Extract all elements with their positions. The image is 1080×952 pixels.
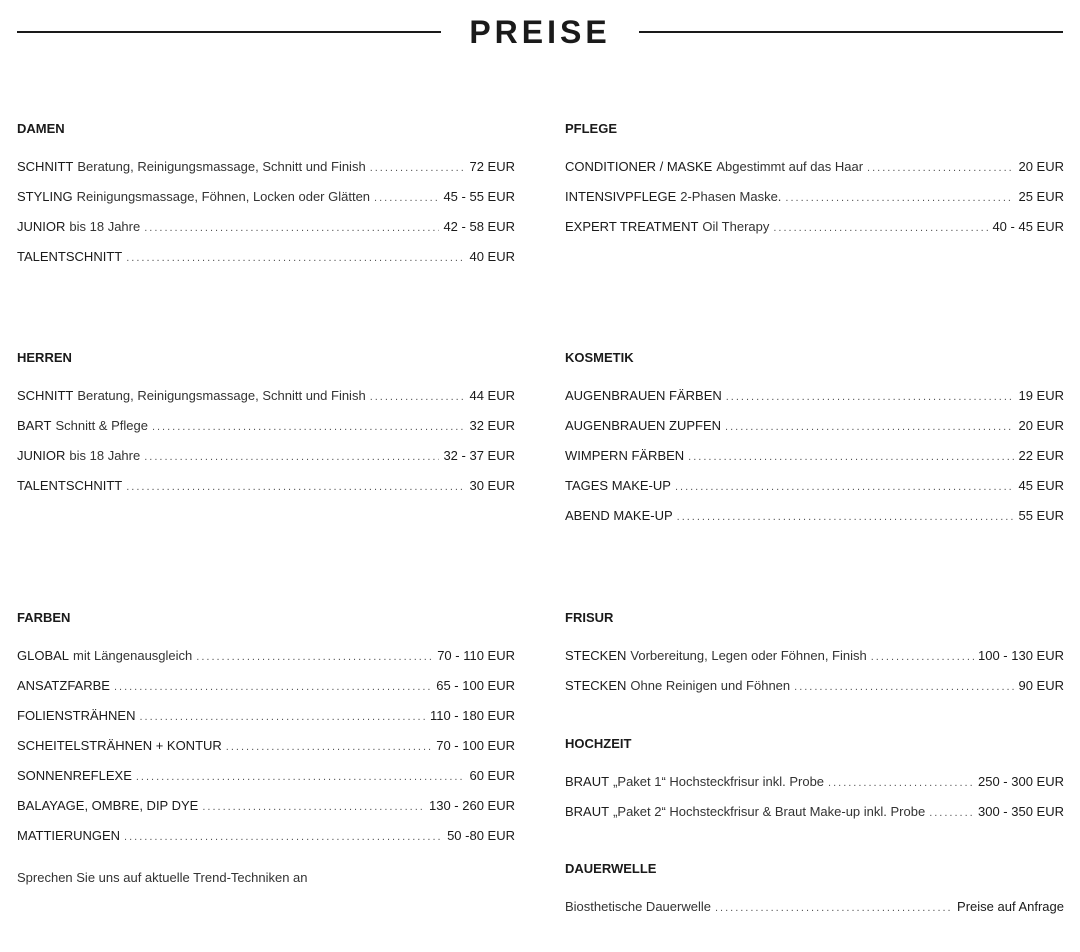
price-list bbox=[565, 159, 1064, 249]
service-description: Abgestimmt auf das Haar bbox=[716, 159, 864, 174]
service-description: bis 18 Jahre bbox=[69, 448, 141, 463]
service-description: Oil Therapy bbox=[702, 219, 770, 234]
price-row bbox=[565, 804, 1064, 834]
service-price: 25 EUR bbox=[1018, 189, 1064, 204]
price-row bbox=[565, 508, 1064, 538]
service-description: Beratung, Reinigungsmassage, Schnitt und Finish bbox=[77, 388, 366, 403]
service-name: JUNIOR bbox=[17, 448, 66, 463]
section-hochzeit bbox=[565, 736, 1064, 834]
service-name: BALAYAGE, OMBRE, DIP DYE bbox=[17, 798, 199, 813]
section-title: HOCHZEIT bbox=[565, 736, 632, 751]
right-column bbox=[565, 0, 1064, 952]
dot-leader bbox=[374, 190, 439, 206]
section-frisur bbox=[565, 610, 1064, 708]
service-name: TALENTSCHNITT bbox=[17, 478, 123, 493]
section-title: FRISUR bbox=[565, 610, 614, 625]
service-description: Biosthetische Dauerwelle bbox=[565, 899, 711, 914]
price-row bbox=[565, 189, 1064, 219]
service-price: 55 EUR bbox=[1018, 508, 1064, 523]
service-name: FOLIENSTRÄHNEN bbox=[17, 708, 136, 723]
dot-leader bbox=[794, 679, 1014, 695]
section-title: PFLEGE bbox=[565, 121, 618, 136]
dot-leader bbox=[202, 799, 425, 815]
service-name: MATTIERUNGEN bbox=[17, 828, 121, 843]
service-price: 22 EUR bbox=[1018, 448, 1064, 463]
service-name: AUGENBRAUEN FÄRBEN bbox=[565, 388, 722, 403]
dot-leader bbox=[226, 739, 432, 755]
price-row bbox=[565, 448, 1064, 478]
service-price: 20 EUR bbox=[1018, 159, 1064, 174]
service-description: „Paket 1“ Hochsteckfrisur inkl. Probe bbox=[613, 774, 825, 789]
price-row bbox=[17, 708, 515, 738]
section-title: HERREN bbox=[17, 350, 72, 365]
service-price: 44 EUR bbox=[469, 388, 515, 403]
price-row bbox=[17, 388, 515, 418]
service-description: „Paket 2“ Hochsteckfrisur & Braut Make-up inkl. Probe bbox=[613, 804, 926, 819]
service-price: 70 - 100 EUR bbox=[436, 738, 515, 753]
dot-leader bbox=[136, 769, 466, 785]
price-row bbox=[17, 478, 515, 508]
dot-leader bbox=[144, 220, 439, 236]
price-row bbox=[17, 418, 515, 448]
left-column bbox=[17, 0, 515, 952]
service-description: bis 18 Jahre bbox=[69, 219, 141, 234]
price-list bbox=[565, 899, 1064, 929]
section-kosmetik bbox=[565, 350, 1064, 538]
service-name: SCHNITT bbox=[17, 388, 74, 403]
service-price: 45 - 55 EUR bbox=[443, 189, 515, 204]
service-price: 32 - 37 EUR bbox=[443, 448, 515, 463]
farben-note: Sprechen Sie uns auf aktuelle Trend-Techniken an bbox=[17, 870, 308, 885]
dot-leader bbox=[675, 479, 1015, 495]
service-name: SONNENREFLEXE bbox=[17, 768, 132, 783]
section-dauerwelle bbox=[565, 861, 1064, 929]
price-list bbox=[565, 648, 1064, 708]
service-name: STECKEN bbox=[565, 678, 627, 693]
dot-leader bbox=[126, 250, 465, 266]
section-herren bbox=[17, 350, 515, 508]
section-title: DAUERWELLE bbox=[565, 861, 657, 876]
price-row bbox=[17, 448, 515, 478]
section-farben bbox=[17, 610, 515, 858]
service-name: TAGES MAKE-UP bbox=[565, 478, 671, 493]
price-row bbox=[565, 678, 1064, 708]
price-list bbox=[565, 388, 1064, 538]
service-name: CONDITIONER / MASKE bbox=[565, 159, 713, 174]
service-price: 65 - 100 EUR bbox=[436, 678, 515, 693]
service-price: 110 - 180 EUR bbox=[429, 708, 515, 723]
service-description: Vorbereitung, Legen oder Föhnen, Finish bbox=[630, 648, 867, 663]
service-price: 130 - 260 EUR bbox=[429, 798, 515, 813]
service-price: 20 EUR bbox=[1018, 418, 1064, 433]
service-name: EXPERT TREATMENT bbox=[565, 219, 699, 234]
service-price: 40 - 45 EUR bbox=[992, 219, 1064, 234]
price-list bbox=[17, 648, 515, 858]
service-price: 300 - 350 EUR bbox=[978, 804, 1064, 819]
price-row bbox=[17, 219, 515, 249]
price-list bbox=[17, 388, 515, 508]
service-description: Ohne Reinigen und Föhnen bbox=[630, 678, 791, 693]
dot-leader bbox=[828, 775, 974, 791]
section-title: FARBEN bbox=[17, 610, 71, 625]
service-description: 2-Phasen Maske. bbox=[680, 189, 782, 204]
price-row bbox=[17, 159, 515, 189]
service-name: BRAUT bbox=[565, 804, 610, 819]
dot-leader bbox=[196, 649, 433, 665]
service-name: GLOBAL bbox=[17, 648, 70, 663]
price-row bbox=[17, 648, 515, 678]
price-row bbox=[17, 768, 515, 798]
service-name: STYLING bbox=[17, 189, 73, 204]
dot-leader bbox=[152, 419, 466, 435]
price-row bbox=[565, 159, 1064, 189]
price-row bbox=[565, 774, 1064, 804]
service-name: BRAUT bbox=[565, 774, 610, 789]
service-name: WIMPERN FÄRBEN bbox=[565, 448, 685, 463]
dot-leader bbox=[725, 419, 1014, 435]
service-description: mit Längenausgleich bbox=[73, 648, 193, 663]
service-description: Schnitt & Pflege bbox=[55, 418, 148, 433]
service-price: 30 EUR bbox=[469, 478, 515, 493]
dot-leader bbox=[785, 190, 1014, 206]
price-list bbox=[565, 774, 1064, 834]
service-name: AUGENBRAUEN ZUPFEN bbox=[565, 418, 722, 433]
service-price: 250 - 300 EUR bbox=[978, 774, 1064, 789]
price-row bbox=[17, 678, 515, 708]
price-row bbox=[17, 738, 515, 768]
dot-leader bbox=[929, 805, 974, 821]
dot-leader bbox=[144, 449, 439, 465]
service-price: 50 -80 EUR bbox=[447, 828, 515, 843]
service-name: TALENTSCHNITT bbox=[17, 249, 123, 264]
service-name: BART bbox=[17, 418, 52, 433]
page-title: PREISE bbox=[469, 14, 611, 50]
price-row bbox=[565, 478, 1064, 508]
dot-leader bbox=[370, 160, 466, 176]
dot-leader bbox=[370, 389, 466, 405]
price-list bbox=[17, 159, 515, 279]
price-row bbox=[565, 219, 1064, 249]
service-name: ANSATZFARBE bbox=[17, 678, 110, 693]
service-price: 70 - 110 EUR bbox=[437, 648, 515, 663]
service-name: SCHEITELSTRÄHNEN + KONTUR bbox=[17, 738, 222, 753]
price-row bbox=[565, 388, 1064, 418]
price-row bbox=[565, 899, 1064, 929]
dot-leader bbox=[114, 679, 432, 695]
service-name: SCHNITT bbox=[17, 159, 74, 174]
service-price: 72 EUR bbox=[469, 159, 515, 174]
service-price: Preise auf Anfrage bbox=[957, 899, 1064, 914]
service-price: 19 EUR bbox=[1018, 388, 1064, 403]
service-name: ABEND MAKE-UP bbox=[565, 508, 673, 523]
service-description: Reinigungsmassage, Föhnen, Locken oder Glätten bbox=[76, 189, 371, 204]
service-price: 45 EUR bbox=[1018, 478, 1064, 493]
dot-leader bbox=[139, 709, 426, 725]
service-price: 60 EUR bbox=[469, 768, 515, 783]
dot-leader bbox=[715, 900, 953, 916]
service-name: INTENSIVPFLEGE bbox=[565, 189, 677, 204]
price-row bbox=[17, 249, 515, 279]
price-row bbox=[17, 798, 515, 828]
price-row bbox=[565, 648, 1064, 678]
service-price: 40 EUR bbox=[469, 249, 515, 264]
service-name: JUNIOR bbox=[17, 219, 66, 234]
section-title: DAMEN bbox=[17, 121, 65, 136]
service-price: 100 - 130 EUR bbox=[978, 648, 1064, 663]
price-row bbox=[17, 189, 515, 219]
price-row bbox=[565, 418, 1064, 448]
service-name: STECKEN bbox=[565, 648, 627, 663]
service-price: 32 EUR bbox=[469, 418, 515, 433]
dot-leader bbox=[126, 479, 465, 495]
service-price: 90 EUR bbox=[1018, 678, 1064, 693]
section-damen bbox=[17, 121, 515, 279]
dot-leader bbox=[677, 509, 1015, 525]
dot-leader bbox=[124, 829, 443, 845]
price-row bbox=[17, 828, 515, 858]
dot-leader bbox=[871, 649, 974, 665]
section-title: KOSMETIK bbox=[565, 350, 634, 365]
section-pflege bbox=[565, 121, 1064, 249]
service-description: Beratung, Reinigungsmassage, Schnitt und Finish bbox=[77, 159, 366, 174]
dot-leader bbox=[773, 220, 988, 236]
service-price: 42 - 58 EUR bbox=[443, 219, 515, 234]
dot-leader bbox=[867, 160, 1014, 176]
dot-leader bbox=[688, 449, 1014, 465]
dot-leader bbox=[726, 389, 1015, 405]
